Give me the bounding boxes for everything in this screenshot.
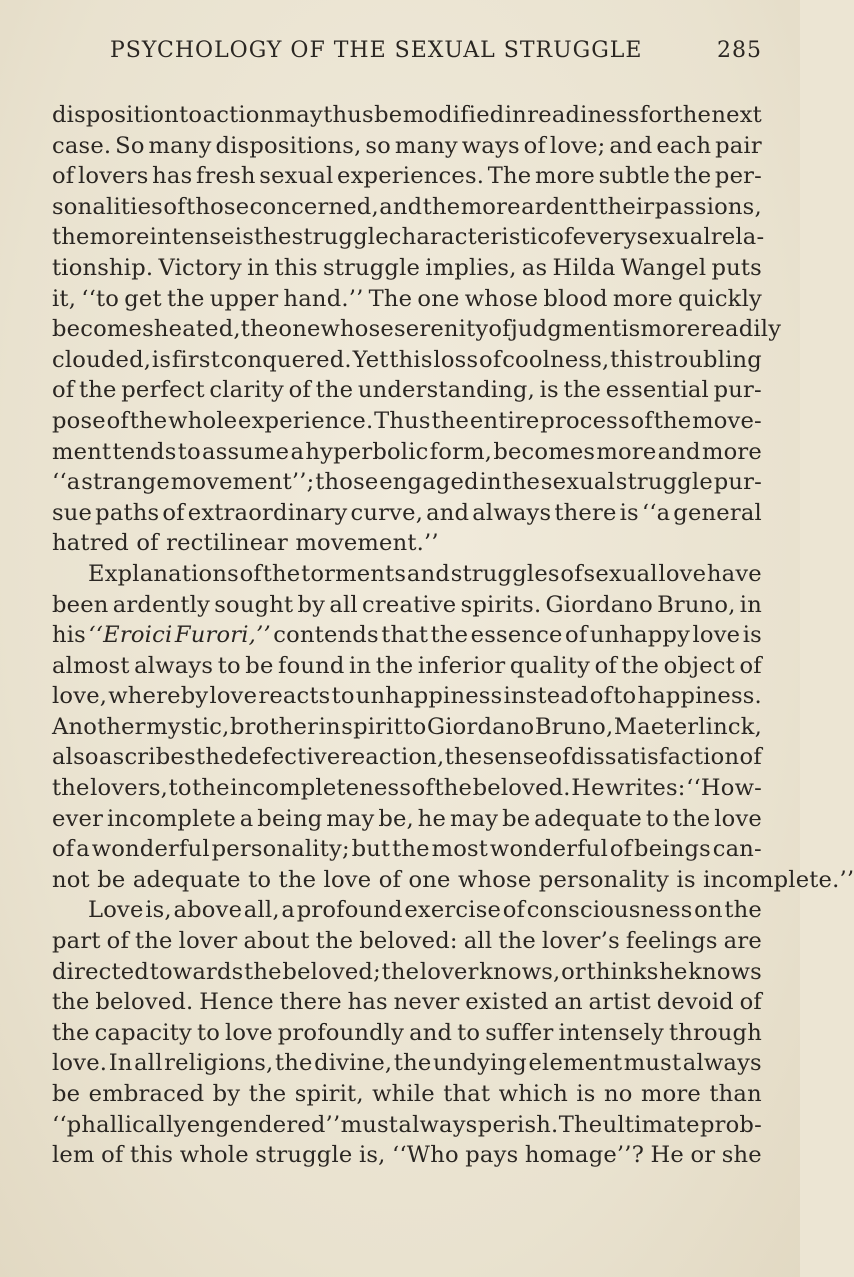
text-line: disposition to action may thus be modified in readiness for the next	[52, 102, 762, 128]
text-line: hatred of rectilinear movement.’’	[52, 530, 439, 557]
text-line: Explanations of the torments and struggles of sexual love have	[88, 560, 762, 587]
text-line: becomes heated, the one whose serenity of judgment is more readily	[52, 316, 782, 343]
text-line: the more intense is the struggle characteristic of every sexual rela-	[52, 224, 765, 251]
text-line: part of the lover about the beloved: all the lover’s feelings are	[52, 928, 762, 955]
page-number: 285	[717, 38, 762, 63]
text-line: the lovers, to the incompleteness of the beloved. He writes: ‘‘How-	[52, 775, 762, 802]
text-line: love. In all religions, the divine, the undying element must always	[52, 1050, 762, 1077]
text-line: the capacity to love profoundly and to suffer intensely through	[52, 1019, 762, 1046]
text-line: ever incomplete a being may be, he may be adequate to the love	[52, 805, 762, 832]
text-line: the beloved. Hence there has never existed an artist devoid of	[52, 989, 762, 1016]
text-line: of the perfect clarity of the understanding, is the essential pur-	[52, 377, 762, 404]
text-line: ‘‘phallically engendered’’ must always perish. The ultimate prob-	[52, 1111, 762, 1138]
text-line: of a wonderful personality; but the most wonderful of beings can-	[52, 836, 762, 863]
running-title: PSYCHOLOGY OF THE SEXUAL STRUGGLE	[110, 38, 643, 63]
text-line: be embraced by the spirit, while that which is no more than	[52, 1081, 762, 1107]
text-line: been ardently sought by all creative spirits. Giordano Bruno, in	[52, 591, 762, 618]
running-head	[110, 38, 770, 78]
text-line: ment tends to assume a hyperbolic form, becomes more and more	[52, 438, 762, 465]
text-line: also ascribes the defective reaction, the sense of dissatisfaction of	[52, 744, 762, 771]
text-line: ‘‘a strange movement’’; those engaged in the sexual struggle pur-	[52, 469, 762, 496]
text-line: almost always to be found in the inferior quality of the object of	[52, 652, 762, 679]
text-line: case. So many dispositions, so many ways of love; and each pair	[52, 132, 762, 159]
text-line: pose of the whole experience. Thus the entire process of the move-	[52, 407, 762, 434]
text-line: love, whereby love reacts to unhappiness instead of to happiness.	[52, 683, 762, 710]
text-line: not be adequate to the love of one whose personality is incomplete.’’	[52, 866, 854, 893]
body-text	[52, 100, 854, 1171]
text-line: his ‘‘Eroici Furori,’’ contends that the essence of unhappy love is	[52, 622, 762, 649]
text-line: sonalities of those concerned, and the more ardent their passions,	[52, 193, 762, 220]
text-line: of lovers has fresh sexual experiences. The more subtle the per-	[52, 163, 762, 190]
text-line: tionship. Victory in this struggle implies, as Hilda Wangel puts	[52, 254, 762, 281]
text-line: Another mystic, brother in spirit to Giordano Bruno, Maeterlinck,	[52, 713, 762, 740]
text-line: directed towards the beloved; the lover knows, or thinks he knows	[52, 958, 762, 985]
text-line: lem of this whole struggle is, ‘‘Who pays homage’’? He or she	[52, 1142, 762, 1169]
text-line: Love is, above all, a profound exercise of consciousness on the	[88, 897, 762, 924]
text-line: clouded, is first conquered. Yet this loss of coolness, this troubling	[52, 346, 762, 373]
text-line: it, ‘‘to get the upper hand.’’ The one whose blood more quickly	[52, 285, 762, 312]
text-line: sue paths of extraordinary curve, and always there is ‘‘a general	[52, 499, 762, 526]
